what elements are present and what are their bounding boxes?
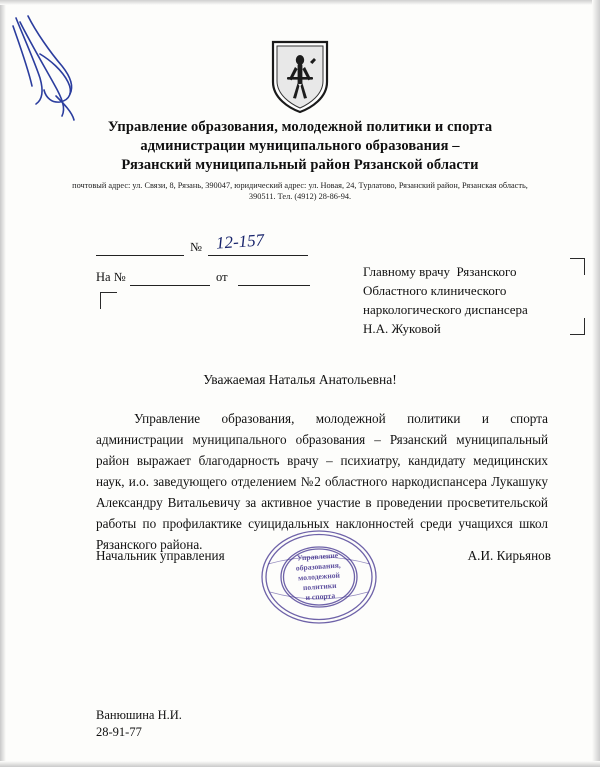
handwritten-reference-number: 12-157: [215, 230, 265, 253]
org-name-line-2: администрации муниципального образования –: [140, 138, 460, 154]
addressee-block: [363, 262, 563, 338]
letter-body: [96, 408, 548, 555]
stamp-line-3: молодежной: [297, 570, 341, 583]
date-rule: [96, 255, 184, 256]
salutation: Уважаемая Наталья Анатольевна!: [203, 372, 397, 387]
handwritten-signature-top-left: [10, 8, 100, 133]
letterhead-header: [60, 118, 540, 202]
executor-name: Ванюшина Н.И.: [96, 708, 182, 722]
signer-name: А.И. Кирьянов: [467, 548, 551, 563]
stamp-line-2: образования,: [295, 560, 341, 573]
coat-of-arms-icon: [269, 38, 331, 114]
signer-position: Начальник управления: [96, 548, 225, 563]
executor-block: [96, 707, 182, 741]
number-rule: [208, 255, 308, 256]
reference-number-row: [96, 230, 311, 262]
letter-body-paragraph: Управление образования, молодежной политики и спорта администрации муниципального образования – Рязанский муниципальный район выражает благодарность врачу – психиатру, кандидату медицинских наук, и.о. заведующего отделением №2 областного наркодиспансера Лукашуку Александру Витальевичу за активное участие в проведении просветительской работы по профилактике суицидальных наклонностей среди учащихся школ Рязанского района.: [96, 411, 548, 552]
on-number-rule: [130, 285, 210, 286]
org-name-line-3: Рязанский муниципальный район Рязанской области: [121, 157, 479, 173]
incoming-reference-row: [96, 268, 311, 292]
scan-edge-bottom: [0, 761, 600, 767]
from-label: от: [216, 270, 228, 284]
stamp-line-4: политики: [302, 580, 337, 593]
org-address: почтовый адрес: ул. Связи, 8, Рязань, 390047, юридический адрес: ул. Новая, 24, Турлатово, Рязанский район, Рязанская область, 390511. Тел. (4912) 28-86-94.: [72, 181, 528, 201]
reference-block: [96, 230, 311, 292]
scan-edge-top: [0, 0, 600, 5]
on-number-label: На №: [96, 270, 126, 284]
addressee-line-4: Н.А. Жуковой: [363, 321, 441, 336]
corner-bracket-bottom-right: [570, 318, 585, 335]
org-name-line-1: Управление образования, молодежной политики и спорта: [107, 119, 493, 135]
executor-phone: 28-91-77: [96, 725, 142, 739]
stamp-line-1: Управление: [296, 550, 339, 563]
stamp-line-5: и спорта: [305, 590, 336, 602]
addressee-line-2: Областного клинического: [363, 283, 507, 298]
addressee-line-1: Главному врачу Рязанского: [363, 264, 517, 279]
addressee-line-3: наркологического диспансера: [363, 302, 528, 317]
from-date-rule: [238, 285, 310, 286]
number-label: №: [190, 240, 202, 254]
corner-bracket-top-right: [570, 258, 585, 275]
corner-bracket-bottom-left: [100, 292, 117, 309]
